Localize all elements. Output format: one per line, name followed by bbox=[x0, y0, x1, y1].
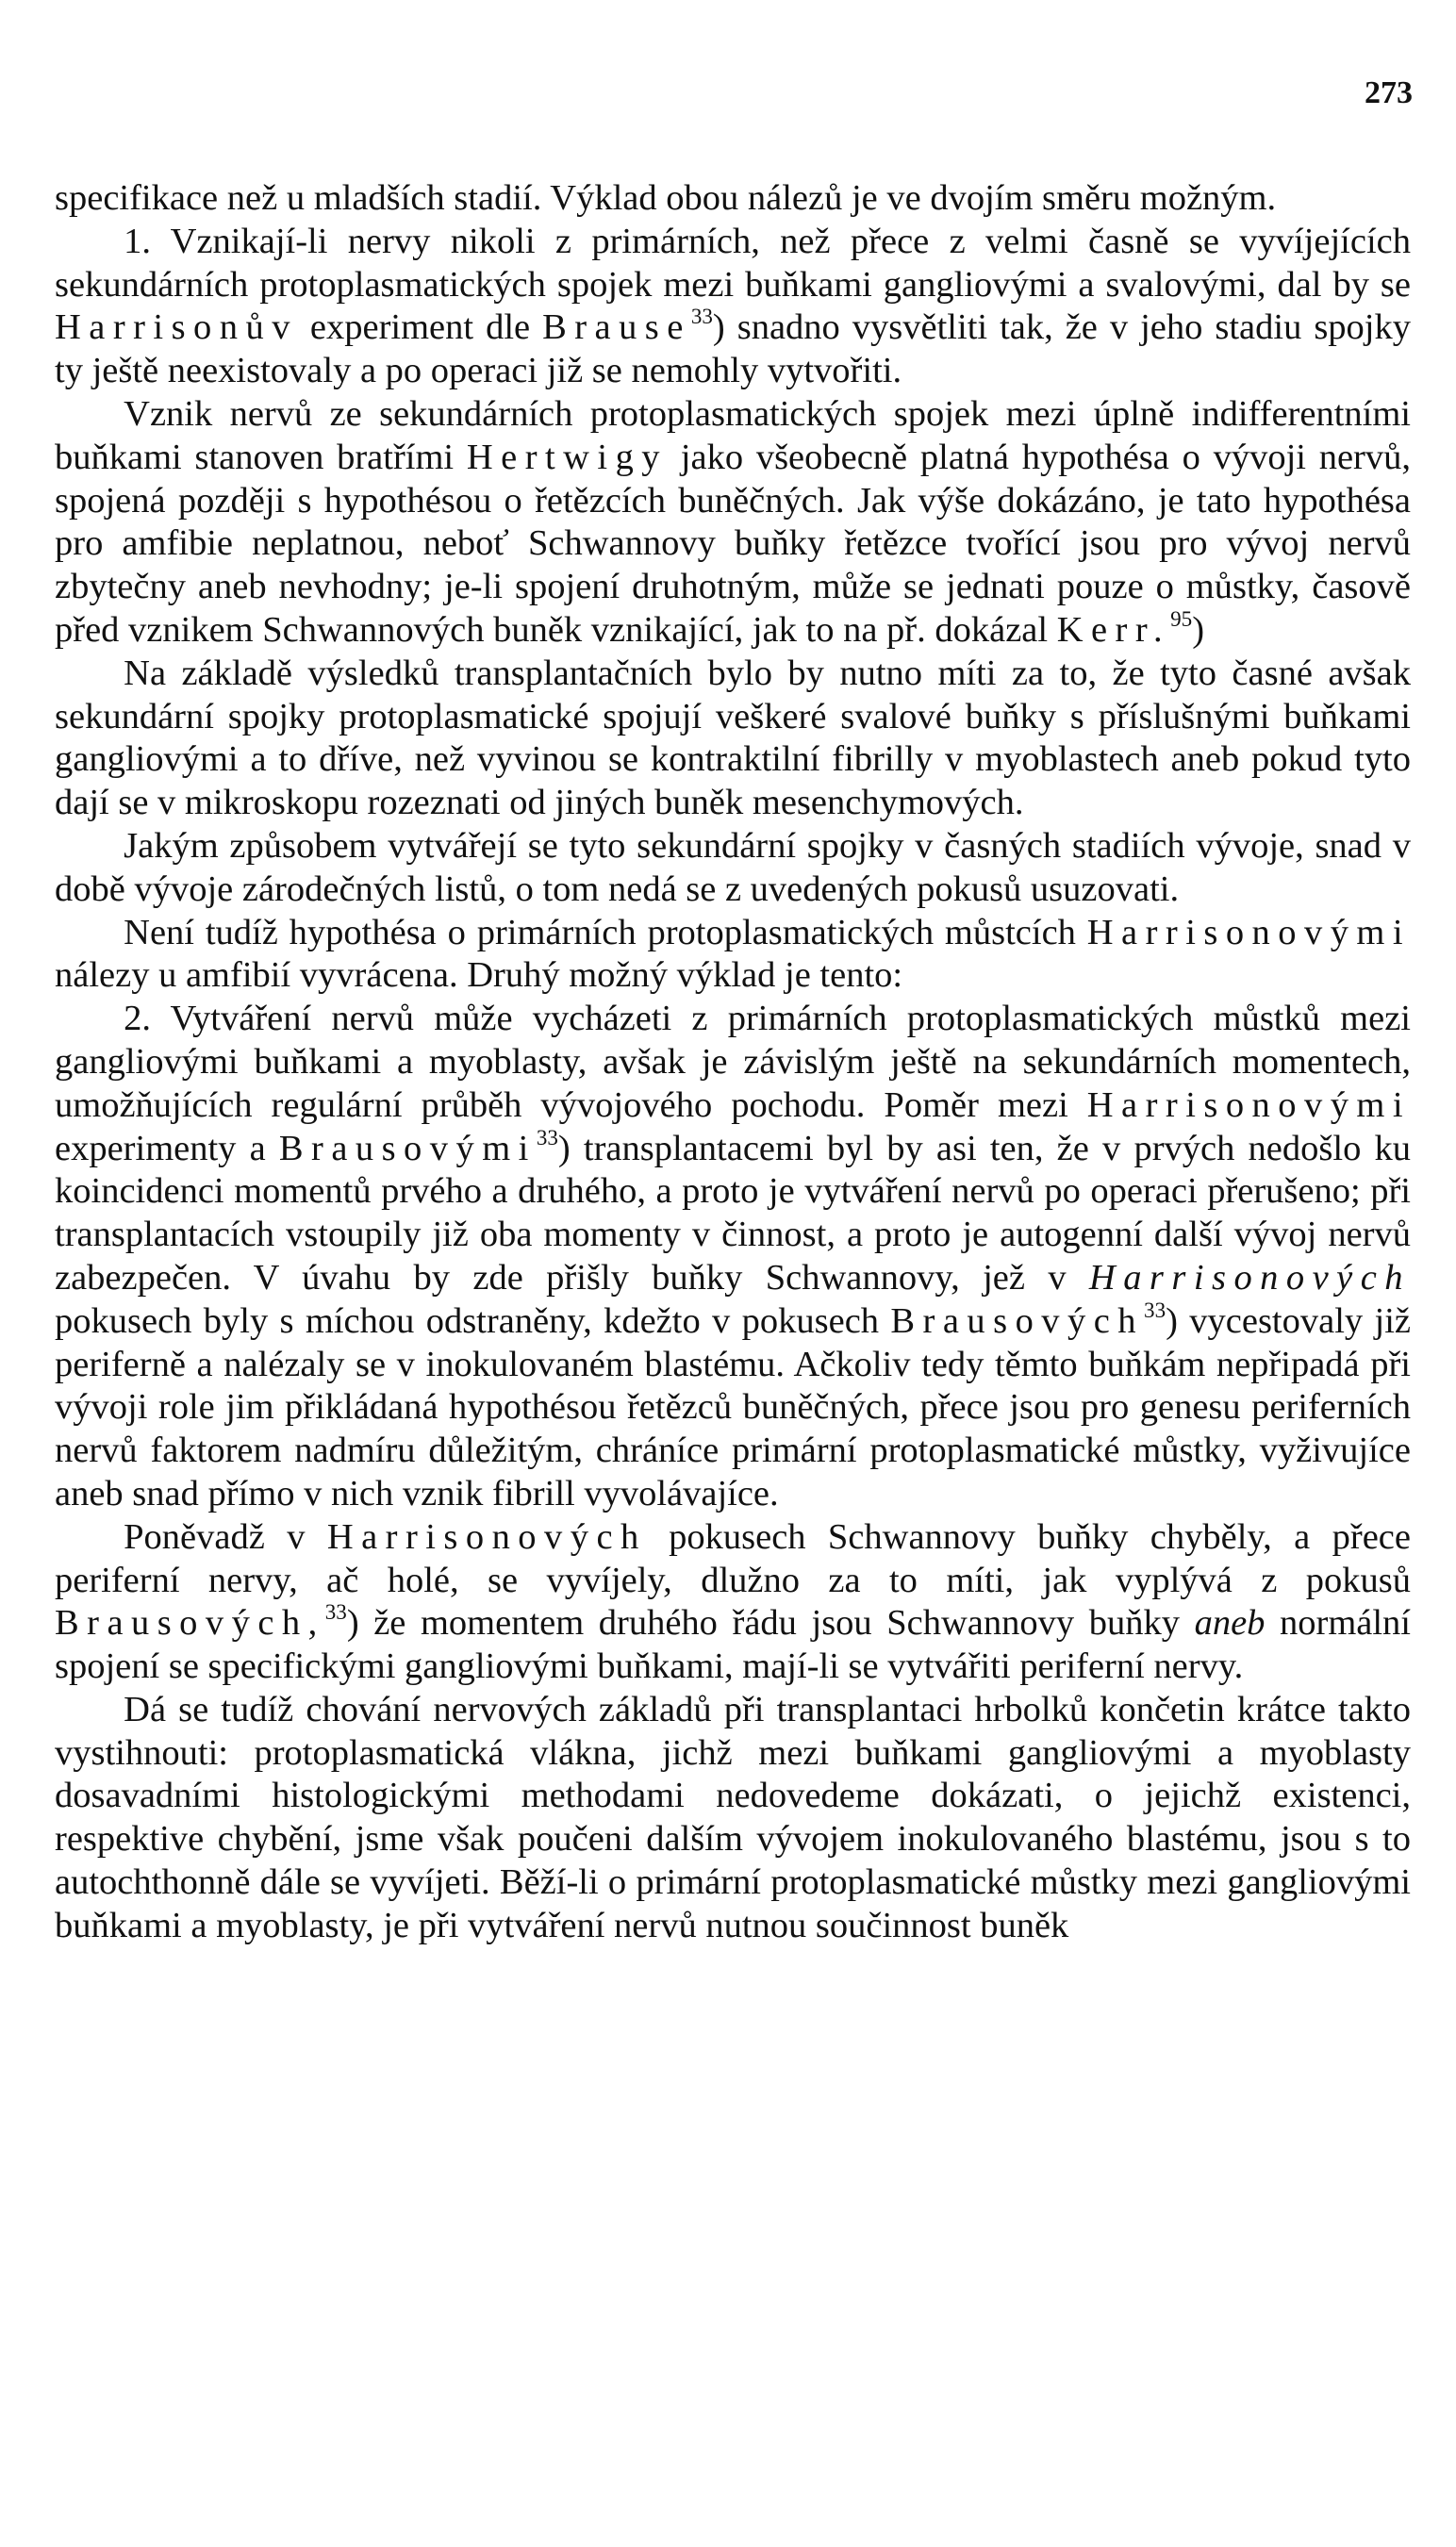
author-name: Brausových, bbox=[55, 1603, 325, 1644]
author-name: Harrisonovými bbox=[1086, 1084, 1411, 1125]
paragraph bbox=[55, 912, 1411, 999]
author-name: Brausových bbox=[890, 1300, 1145, 1341]
text-run: Vznik nervů ze sekundárních protoplasmatických spojek mezi úplně indifferentními buňkami stanoven bratřími bbox=[55, 393, 1411, 477]
text-run: ) transplantacemi byl by asi ten, že v prvých nedošlo ku koincidenci momentů prvého a druhého, a proto je vytváření nervů po operaci přerušeno; při transplantacích vstoupily již oba momenty v činnost, a proto je autogenní další vývoj nervů zabezpečen. V úvahu by zde přišly buňky Schwannovy, jež v bbox=[55, 1128, 1412, 1298]
text-run: Na základě výsledků transplantačních bylo by nutno míti za to, že tyto časné avšak sekundární spojky protoplasmatické spojují veškeré svalové buňky s příslušnými buňkami gangliovými a to dříve, než vyvinou se kontraktilní fibrilly v myoblastech aneb pokud tyto dají se v mikroskopu rozeznati od jiných buněk mesenchymových. bbox=[55, 653, 1411, 823]
text-run: pokusech byly s míchou odstraněny, kdežto v pokusech bbox=[55, 1300, 891, 1341]
text-run: 2. Vytváření nervů může vycházeti z primárních protoplasmatických můstků mezi gangliovými buňkami a myoblasty, avšak je závislým ještě na sekundárních momentech, umožňujících regulární průběh vývojového pochodu. Poměr mezi bbox=[55, 999, 1411, 1125]
text-run: Poněvadž v bbox=[124, 1516, 327, 1557]
footnote-ref: 33 bbox=[536, 1124, 558, 1149]
text-run: experimenty a bbox=[55, 1128, 279, 1168]
text-run: 1. Vznikají-li nervy nikoli z primárních, než přece z velmi časně se vyvíjejících sekundárních protoplasmatických spojek mezi buňkami gangliovými a svalovými, dal by se bbox=[55, 221, 1411, 305]
text-run: ) že momentem druhého řádu jsou Schwannovy buňky bbox=[346, 1603, 1195, 1644]
author-name: Harrisonových bbox=[326, 1516, 647, 1557]
text-run: experiment dle bbox=[297, 307, 543, 348]
body-text bbox=[55, 177, 1411, 1948]
text-run: Dá se tudíž chování nervových základů při transplantaci hrbolků končetin krátce takto vystihnouti: protoplasmatická vlákna, jichž mezi buňkami gangliovými a myoblasty dosavadními histologickými methodami nedovedeme dokázati, o jejichž existenci, respektive chybění, jsme však poučeni dalším vývojem inokulovaného blastému, jsou s to autochthonně dále se vyvíjeti. Běží-li o primární protoplasmatické můstky mezi gangliovými buňkami a myoblasty, je při vytváření nervů nutnou součinnost buněk bbox=[55, 1689, 1411, 1945]
paragraph bbox=[55, 998, 1411, 1516]
paragraph bbox=[55, 393, 1411, 653]
paragraph bbox=[55, 177, 1411, 221]
text-run: ) vycestovaly již periferně a nalézaly se v inokulovaném blastému. Ačkoliv tedy těmto buňkám nepřipadá při vývoji role jim přikládaná hypothésou řetězců buněčných, přece jsou pro genesu periferních nervů faktorem nadmíru důležitým, chráníce primární protoplasmatické můstky, vyživujíce aneb snad přímo v nich vznik fibrill vyvolávajíce. bbox=[55, 1300, 1411, 1513]
text-run: pokusech Schwannovy buňky chyběly, a přece periferní nervy, ač holé, se vyvíjely, dlužno za to míti, jak vyplývá z pokusů bbox=[55, 1516, 1411, 1600]
author-name: Brausovými bbox=[278, 1128, 537, 1168]
text-run: jako všeobecně platná hypothésa o vývoji nervů, spojená později s hypothésou o řetězcích buněčných. Jak výše dokázáno, je tato hypothésa pro amfibie neplatnou, neboť Schwannovy buňky řetězce tvořící jsou pro vývoj nervů zbytečny aneb nevhodny; je-li spojení druhotným, může se jednati pouze o můstky, časově před vznikem Schwannových buněk vznikající, jak to na př. dokázal bbox=[55, 437, 1411, 650]
text-run: Jakým způsobem vytvářejí se tyto sekundární spojky v časných stadiích vývoje, snad v době vývoje zárodečných listů, o tom nedá se z uvedených pokusů usuzovati. bbox=[55, 825, 1411, 909]
paragraph bbox=[55, 1689, 1411, 1948]
footnote-ref: 33 bbox=[1144, 1297, 1166, 1322]
text-run: ) bbox=[1192, 609, 1205, 650]
author-name: Hertwigy bbox=[466, 437, 669, 477]
text-run: nálezy u amfibií vyvrácena. Druhý možný výklad je tento: bbox=[55, 955, 903, 996]
author-name: Harrisonův bbox=[55, 307, 298, 348]
text-run: Není tudíž hypothésa o primárních protoplasmatických můstcích bbox=[124, 912, 1087, 952]
paragraph bbox=[55, 825, 1411, 912]
text-run: normální spojení se specifickými gangliovými buňkami, mají-li se vytvářiti periferní nervy. bbox=[55, 1603, 1412, 1687]
author-name: Brause bbox=[542, 307, 691, 348]
text-run: ) snadno vysvětliti tak, že v jeho stadiu spojky ty ještě neexistovaly a po operaci již se nemohly vytvořiti. bbox=[55, 307, 1411, 391]
paragraph bbox=[55, 653, 1411, 825]
footnote-ref: 95 bbox=[1170, 605, 1193, 631]
footnote-ref: 33 bbox=[324, 1599, 347, 1625]
footnote-ref: 33 bbox=[690, 304, 713, 329]
author-name: Harrisonovými bbox=[1086, 912, 1411, 952]
page-number: 273 bbox=[1365, 75, 1413, 110]
author-name: Harrisonových bbox=[1088, 1257, 1411, 1298]
author-name: Kerr. bbox=[1056, 609, 1171, 650]
paragraph bbox=[55, 221, 1411, 393]
emphasis: aneb bbox=[1194, 1603, 1266, 1644]
text-run: specifikace než u mladších stadií. Výklad obou nálezů je ve dvojím směru možným. bbox=[55, 178, 1277, 218]
paragraph bbox=[55, 1516, 1411, 1689]
